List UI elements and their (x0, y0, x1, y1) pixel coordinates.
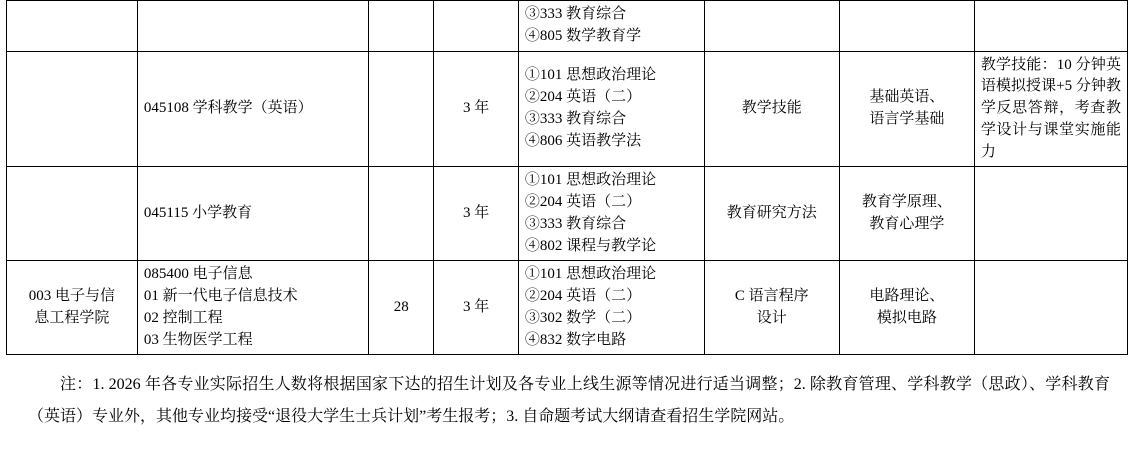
table-row (7, 261, 1128, 355)
exam-subject-line: ②204 英语（二） (524, 194, 642, 210)
exam-subject-line: ①101 思想政治理论 (524, 266, 657, 283)
cell-program (137, 1, 368, 52)
college-line: 003 电子与信 (28, 288, 116, 304)
cell-exam-subjects (518, 167, 704, 261)
cell-retest-subject: 教学技能 (704, 51, 839, 167)
exam-subject-line: ②204 英语（二） (524, 288, 642, 304)
cell-enrollment: 28 (369, 261, 434, 355)
same-major-line: 基础英语、 (869, 89, 945, 106)
cell-enrollment (369, 51, 434, 167)
table-note (0, 369, 1134, 433)
same-major-line: 教育学原理、 (861, 194, 952, 210)
cell-retest-subject (704, 261, 839, 355)
admission-table (6, 0, 1128, 355)
cell-retest-subject: 教育研究方法 (704, 167, 839, 261)
exam-subject-line: ③333 教育综合 (524, 6, 627, 22)
exam-subject-line: ④805 数学教育学 (524, 27, 642, 44)
cell-remarks (974, 261, 1127, 355)
retest-line: C 语言程序 (734, 288, 809, 304)
cell-program: 045115 小学教育 (137, 167, 368, 261)
exam-subject-line: ④806 英语教学法 (524, 132, 642, 149)
program-line: 01 新一代电子信息技术 (143, 288, 298, 304)
cell-same-major-addition (839, 261, 974, 355)
cell-retest-subject (704, 1, 839, 52)
same-major-line: 语言学基础 (869, 110, 945, 127)
cell-same-major-addition (839, 51, 974, 167)
exam-subject-line: ①101 思想政治理论 (524, 172, 657, 189)
cell-remarks: 教学技能：10 分钟英语模拟授课+5 分钟教学反思答辩，考查教学设计与课堂实施能力 (974, 51, 1127, 167)
cell-same-major-addition (839, 1, 974, 52)
cell-program (137, 261, 368, 355)
cell-college (7, 167, 138, 261)
exam-subject-line: ③302 数学（二） (524, 309, 642, 326)
table-row (7, 167, 1128, 261)
program-line: 02 控制工程 (143, 309, 223, 326)
program-line: 03 生物医学工程 (143, 331, 253, 348)
cell-duration: 3 年 (434, 51, 518, 167)
cell-exam-subjects (518, 261, 704, 355)
same-major-line: 教育心理学 (869, 215, 945, 232)
retest-line: 设计 (756, 309, 787, 326)
cell-duration (434, 1, 518, 52)
exam-subject-line: ②204 英语（二） (524, 89, 642, 106)
cell-remarks (974, 1, 1127, 52)
cell-exam-subjects (518, 1, 704, 52)
same-major-line: 模拟电路 (876, 309, 937, 326)
cell-exam-subjects (518, 51, 704, 167)
same-major-line: 电路理论、 (869, 288, 945, 304)
exam-subject-line: ①101 思想政治理论 (524, 67, 657, 84)
table-row (7, 1, 1128, 52)
cell-duration: 3 年 (434, 261, 518, 355)
cell-program: 045108 学科教学（英语） (137, 51, 368, 167)
college-line: 息工程学院 (34, 309, 110, 326)
exam-subject-line: ④832 数字电路 (524, 331, 627, 348)
cell-enrollment (369, 167, 434, 261)
exam-subject-line: ④802 课程与教学论 (524, 237, 657, 254)
cell-duration: 3 年 (434, 167, 518, 261)
cell-same-major-addition (839, 167, 974, 261)
cell-college (7, 51, 138, 167)
cell-enrollment (369, 1, 434, 52)
exam-subject-line: ③333 教育综合 (524, 215, 627, 232)
exam-subject-line: ③333 教育综合 (524, 110, 627, 127)
table-row (7, 51, 1128, 167)
note-text: 注：1. 2026 年各专业实际招生人数将根据国家下达的招生计划及各专业上线生源等情况进行适当调整；2. 除教育管理、学科教学（思政）、学科教育（英语）专业外，其他专业均接受“退役大学生士兵计划”考生报考；3. 自命题考试大纲请查看招生学院网站。 (28, 376, 1110, 426)
cell-college (7, 261, 138, 355)
cell-college (7, 1, 138, 52)
cell-remarks (974, 167, 1127, 261)
program-line: 085400 电子信息 (143, 266, 253, 283)
